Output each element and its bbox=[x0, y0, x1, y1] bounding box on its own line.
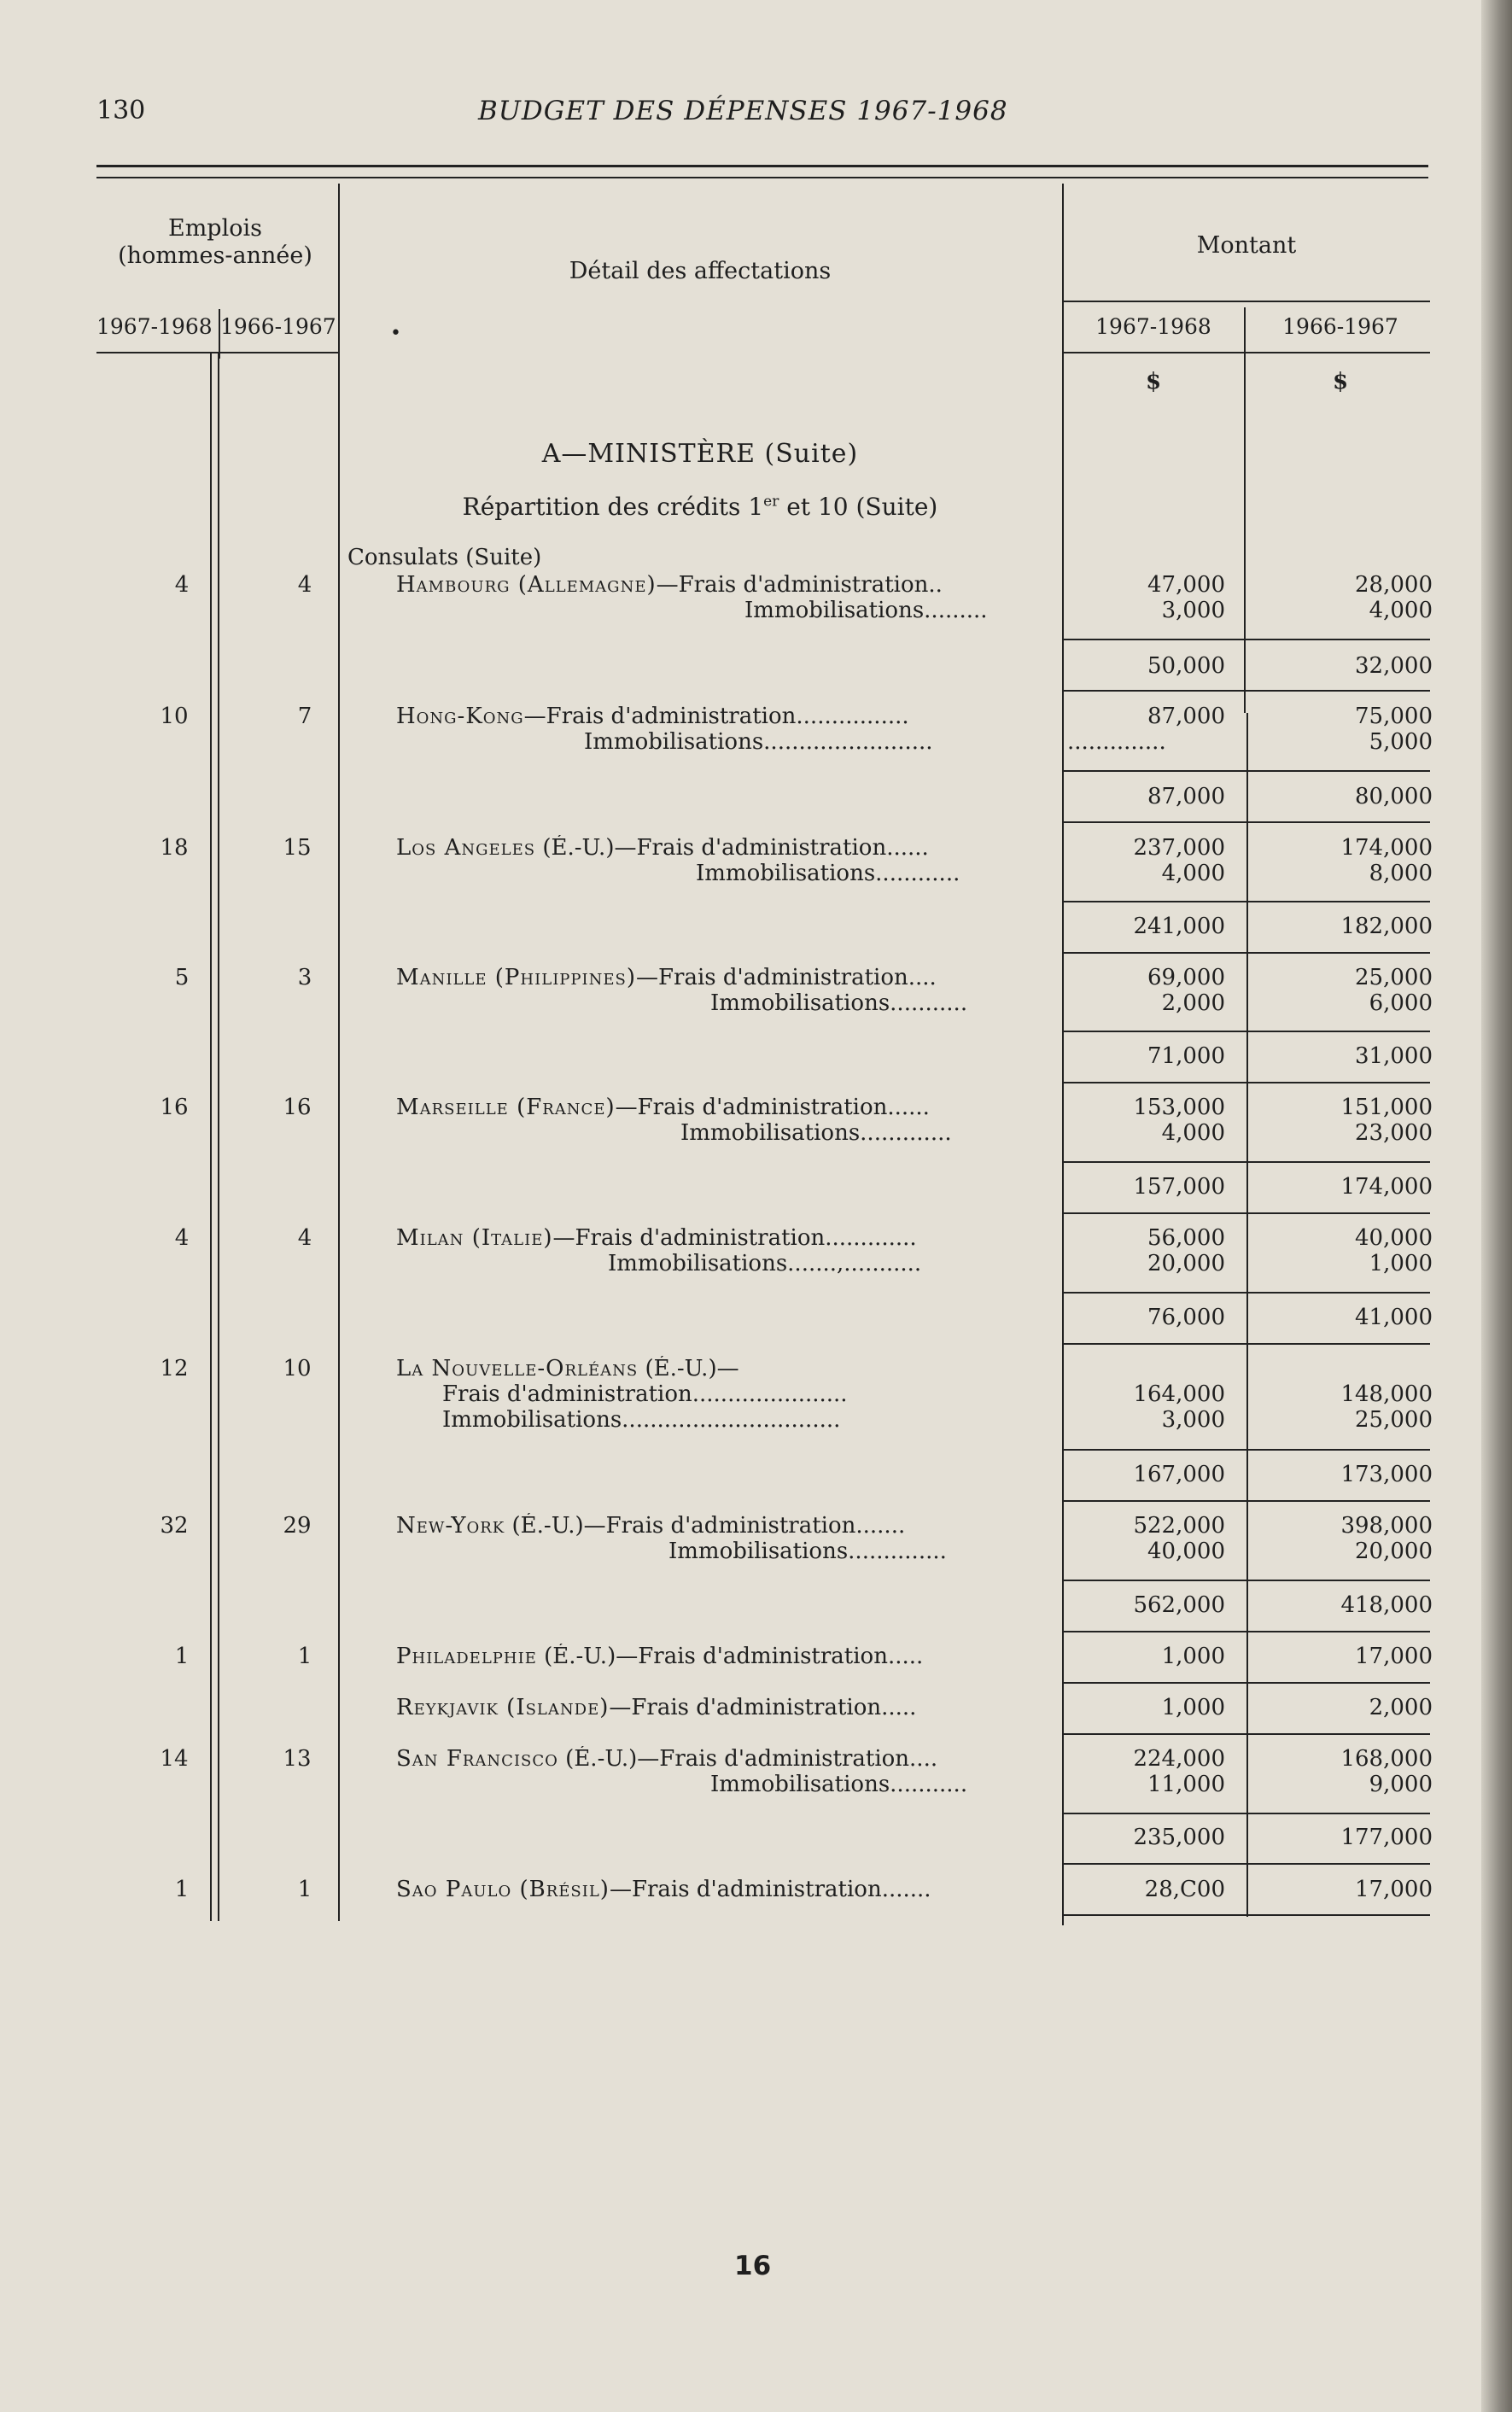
amount-1966-hambourg-immo: 4,000 bbox=[1369, 598, 1433, 623]
emplois-1967-saopaulo: 1 bbox=[174, 1877, 190, 1902]
emplois-1967-sanfrancisco: 14 bbox=[160, 1746, 189, 1772]
col-montant-1966: 1966-1967 bbox=[1282, 314, 1398, 339]
amount-1966-milan-admin: 40,000 bbox=[1355, 1225, 1433, 1251]
emplois-1966-hambourg: 4 bbox=[297, 572, 312, 598]
page-edge-shadow bbox=[1481, 0, 1512, 2412]
amount-1967-philadelphie: 1,000 bbox=[1161, 1644, 1225, 1669]
bullet-mark: • bbox=[390, 323, 401, 344]
total-rule-hambourg bbox=[1063, 690, 1430, 692]
amount-1966-nouvelleorleans-admin: 148,000 bbox=[1340, 1381, 1433, 1407]
detail-immo-hongkong: Immobilisations........................ bbox=[584, 729, 933, 755]
amount-1967-hongkong-immo: .............. bbox=[1067, 729, 1166, 755]
amount-1967-marseille-immo: 4,000 bbox=[1161, 1120, 1225, 1146]
amount-1967-hambourg-admin: 47,000 bbox=[1147, 572, 1225, 598]
detail-admin-milan: Milan (Italie)—Frais d'administration............. bbox=[396, 1225, 917, 1251]
detail-immo-newyork: Immobilisations.............. bbox=[668, 1539, 947, 1564]
total-1966-losangeles: 182,000 bbox=[1340, 914, 1433, 939]
amount-1966-milan-immo: 1,000 bbox=[1369, 1251, 1433, 1276]
detail-immo-nouvelleorleans: Immobilisations............................... bbox=[442, 1407, 841, 1433]
subtotal-rule-hongkong bbox=[1063, 770, 1430, 772]
emplois-1967-hongkong: 10 bbox=[160, 704, 189, 729]
amount-1966-marseille-immo: 23,000 bbox=[1355, 1120, 1433, 1146]
total-1966-milan: 41,000 bbox=[1355, 1305, 1433, 1330]
col-rule-emplois-body-1 bbox=[210, 352, 212, 1921]
detail-admin-marseille: Marseille (France)—Frais d'administration...... bbox=[396, 1095, 930, 1120]
col-montant-label: Montant bbox=[1196, 232, 1297, 259]
amount-1967-saopaulo: 28,C00 bbox=[1144, 1877, 1225, 1902]
total-1966-hambourg: 32,000 bbox=[1355, 653, 1433, 679]
total-rule-reykjavik bbox=[1063, 1733, 1430, 1735]
emplois-1966-marseille: 16 bbox=[283, 1095, 312, 1120]
detail-admin-nouvelleorleans: Frais d'administration...................... bbox=[442, 1381, 848, 1407]
detail-admin-newyork: New-York (É.-U.)—Frais d'administration....... bbox=[396, 1513, 906, 1539]
col-rule-montant-mid-1 bbox=[1244, 307, 1246, 713]
amount-1966-newyork-admin: 398,000 bbox=[1340, 1513, 1433, 1539]
detail-immo-manille: Immobilisations........... bbox=[710, 990, 968, 1016]
total-rule-manille bbox=[1063, 1082, 1430, 1083]
subtotal-rule-newyork bbox=[1063, 1580, 1430, 1581]
amount-1966-saopaulo: 17,000 bbox=[1355, 1877, 1433, 1902]
page-number: 130 bbox=[96, 96, 146, 126]
header-bottom-rule-2 bbox=[1063, 352, 1430, 353]
total-rule-sanfrancisco bbox=[1063, 1863, 1430, 1865]
emplois-1967-marseille: 16 bbox=[160, 1095, 189, 1120]
amount-1966-hongkong-admin: 75,000 bbox=[1355, 704, 1433, 729]
emplois-1967-losangeles: 18 bbox=[160, 835, 189, 861]
amount-1966-hongkong-immo: 5,000 bbox=[1369, 729, 1433, 755]
detail-admin-sanfrancisco: San Francisco (É.-U.)—Frais d'administration.... bbox=[396, 1746, 938, 1772]
page-title: BUDGET DES DÉPENSES 1967-1968 bbox=[478, 96, 1008, 126]
detail-admin-hambourg: Hambourg (Allemagne)—Frais d'administration.. bbox=[396, 572, 943, 598]
detail-immo-hambourg: Immobilisations......... bbox=[744, 598, 988, 623]
section-title: A—MINISTÈRE (Suite) bbox=[541, 439, 859, 469]
emplois-1966-hongkong: 7 bbox=[297, 704, 312, 729]
detail-title-nouvelleorleans: La Nouvelle-Orléans (É.-U.)— bbox=[396, 1356, 739, 1381]
total-1967-sanfrancisco: 235,000 bbox=[1133, 1825, 1225, 1850]
total-1966-newyork: 418,000 bbox=[1340, 1592, 1433, 1618]
total-1966-manille: 31,000 bbox=[1355, 1043, 1433, 1069]
total-rule-philadelphie bbox=[1063, 1682, 1430, 1684]
subtotal-rule-hambourg bbox=[1063, 639, 1430, 640]
montant-sub-rule bbox=[1063, 301, 1430, 302]
total-1967-milan: 76,000 bbox=[1147, 1305, 1225, 1330]
total-1967-newyork: 562,000 bbox=[1133, 1592, 1225, 1618]
col-montant-1967: 1967-1968 bbox=[1095, 314, 1211, 339]
amount-1966-losangeles-immo: 8,000 bbox=[1369, 861, 1433, 886]
amount-1967-losangeles-immo: 4,000 bbox=[1161, 861, 1225, 886]
emplois-1967-milan: 4 bbox=[174, 1225, 190, 1251]
detail-admin-saopaulo: Sao Paulo (Brésil)—Frais d'administration....... bbox=[396, 1877, 931, 1902]
emplois-1967-nouvelleorleans: 12 bbox=[160, 1356, 189, 1381]
total-1967-marseille: 157,000 bbox=[1133, 1174, 1225, 1200]
amount-1967-nouvelleorleans-immo: 3,000 bbox=[1161, 1407, 1225, 1433]
amount-1966-sanfrancisco-admin: 168,000 bbox=[1340, 1746, 1433, 1772]
col-emplois-label: Emplois bbox=[168, 215, 262, 242]
total-1966-nouvelleorleans: 173,000 bbox=[1340, 1462, 1433, 1487]
page-footer-number: 16 bbox=[734, 2251, 772, 2281]
amount-1967-manille-immo: 2,000 bbox=[1161, 990, 1225, 1016]
amount-1967-losangeles-admin: 237,000 bbox=[1133, 835, 1225, 861]
amount-1966-marseille-admin: 151,000 bbox=[1340, 1095, 1433, 1120]
subtotal-rule-nouvelleorleans bbox=[1063, 1449, 1430, 1451]
amount-1966-hambourg-admin: 28,000 bbox=[1355, 572, 1433, 598]
dollar-sign-1967: $ bbox=[1145, 369, 1162, 394]
emplois-1966-milan: 4 bbox=[297, 1225, 312, 1251]
amount-1967-sanfrancisco-immo: 11,000 bbox=[1147, 1772, 1225, 1797]
group-title: Consulats (Suite) bbox=[347, 545, 542, 570]
amount-1966-philadelphie: 17,000 bbox=[1355, 1644, 1433, 1669]
subtotal-rule-milan bbox=[1063, 1292, 1430, 1294]
amount-1967-sanfrancisco-admin: 224,000 bbox=[1133, 1746, 1225, 1772]
amount-1967-marseille-admin: 153,000 bbox=[1133, 1095, 1225, 1120]
amount-1967-manille-admin: 69,000 bbox=[1147, 965, 1225, 990]
col-rule-montant-mid-2 bbox=[1246, 713, 1248, 1917]
emplois-1967-newyork: 32 bbox=[160, 1513, 189, 1539]
amount-1967-reykjavik: 1,000 bbox=[1161, 1695, 1225, 1720]
amount-1967-newyork-immo: 40,000 bbox=[1147, 1539, 1225, 1564]
emplois-1967-manille: 5 bbox=[174, 965, 190, 990]
total-1967-hambourg: 50,000 bbox=[1147, 653, 1225, 679]
col-emplois-sublabel: (hommes-année) bbox=[118, 242, 312, 269]
detail-immo-milan: Immobilisations.......,........... bbox=[608, 1251, 922, 1276]
total-rule-hongkong bbox=[1063, 821, 1430, 823]
emplois-1966-sanfrancisco: 13 bbox=[283, 1746, 312, 1772]
emplois-1967-hambourg: 4 bbox=[174, 572, 190, 598]
detail-immo-losangeles: Immobilisations............ bbox=[696, 861, 960, 886]
detail-immo-sanfrancisco: Immobilisations........... bbox=[710, 1772, 968, 1797]
section-subtitle: Répartition des crédits 1er et 10 (Suite) bbox=[462, 493, 938, 521]
emplois-1966-saopaulo: 1 bbox=[297, 1877, 312, 1902]
total-1967-manille: 71,000 bbox=[1147, 1043, 1225, 1069]
amount-1967-milan-admin: 56,000 bbox=[1147, 1225, 1225, 1251]
amount-1966-manille-admin: 25,000 bbox=[1355, 965, 1433, 990]
emplois-1966-manille: 3 bbox=[297, 965, 312, 990]
subtotal-rule-manille bbox=[1063, 1031, 1430, 1032]
amount-1966-manille-immo: 6,000 bbox=[1369, 990, 1433, 1016]
detail-admin-losangeles: Los Angeles (É.-U.)—Frais d'administration...... bbox=[396, 835, 929, 861]
total-1966-sanfrancisco: 177,000 bbox=[1340, 1825, 1433, 1850]
col-emplois-1966: 1966-1967 bbox=[220, 314, 336, 339]
top-rule-1 bbox=[96, 165, 1428, 167]
total-1967-hongkong: 87,000 bbox=[1147, 784, 1225, 809]
emplois-1966-newyork: 29 bbox=[283, 1513, 312, 1539]
amount-1966-losangeles-admin: 174,000 bbox=[1340, 835, 1433, 861]
total-rule-losangeles bbox=[1063, 952, 1430, 954]
total-1967-losangeles: 241,000 bbox=[1133, 914, 1225, 939]
subtotal-rule-losangeles bbox=[1063, 901, 1430, 902]
amount-1966-sanfrancisco-immo: 9,000 bbox=[1369, 1772, 1433, 1797]
detail-admin-reykjavik: Reykjavik (Islande)—Frais d'administration..... bbox=[396, 1695, 917, 1720]
amount-1966-reykjavik: 2,000 bbox=[1369, 1695, 1433, 1720]
amount-1967-hambourg-immo: 3,000 bbox=[1161, 598, 1225, 623]
amount-1966-nouvelleorleans-immo: 25,000 bbox=[1355, 1407, 1433, 1433]
emplois-1966-losangeles: 15 bbox=[283, 835, 312, 861]
top-rule-2 bbox=[96, 177, 1428, 178]
subtotal-rule-marseille bbox=[1063, 1161, 1430, 1163]
detail-admin-hongkong: Hong-Kong—Frais d'administration................ bbox=[396, 704, 909, 729]
detail-admin-manille: Manille (Philippines)—Frais d'administration.... bbox=[396, 965, 937, 990]
col-rule-emplois-body-2 bbox=[218, 352, 219, 1921]
total-rule-milan bbox=[1063, 1343, 1430, 1345]
total-rule-marseille bbox=[1063, 1212, 1430, 1214]
total-rule-saopaulo bbox=[1063, 1914, 1430, 1916]
col-emplois-1967: 1967-1968 bbox=[96, 314, 213, 339]
amount-1967-hongkong-admin: 87,000 bbox=[1147, 704, 1225, 729]
detail-admin-philadelphie: Philadelphie (É.-U.)—Frais d'administration..... bbox=[396, 1644, 924, 1669]
emplois-1966-nouvelleorleans: 10 bbox=[283, 1356, 312, 1381]
total-rule-newyork bbox=[1063, 1631, 1430, 1632]
subtotal-rule-sanfrancisco bbox=[1063, 1813, 1430, 1814]
dollar-sign-1966: $ bbox=[1332, 369, 1349, 394]
amount-1967-nouvelleorleans-admin: 164,000 bbox=[1133, 1381, 1225, 1407]
total-1966-marseille: 174,000 bbox=[1340, 1174, 1433, 1200]
amount-1967-newyork-admin: 522,000 bbox=[1133, 1513, 1225, 1539]
emplois-1967-philadelphie: 1 bbox=[174, 1644, 190, 1669]
total-1967-nouvelleorleans: 167,000 bbox=[1133, 1462, 1225, 1487]
emplois-1966-philadelphie: 1 bbox=[297, 1644, 312, 1669]
amount-1966-newyork-immo: 20,000 bbox=[1355, 1539, 1433, 1564]
col-detail-label: Détail des affectations bbox=[569, 258, 832, 284]
total-rule-nouvelleorleans bbox=[1063, 1500, 1430, 1502]
amount-1967-milan-immo: 20,000 bbox=[1147, 1251, 1225, 1276]
col-rule-detail-right bbox=[1062, 184, 1064, 1925]
total-1966-hongkong: 80,000 bbox=[1355, 784, 1433, 809]
detail-immo-marseille: Immobilisations............. bbox=[680, 1120, 952, 1146]
